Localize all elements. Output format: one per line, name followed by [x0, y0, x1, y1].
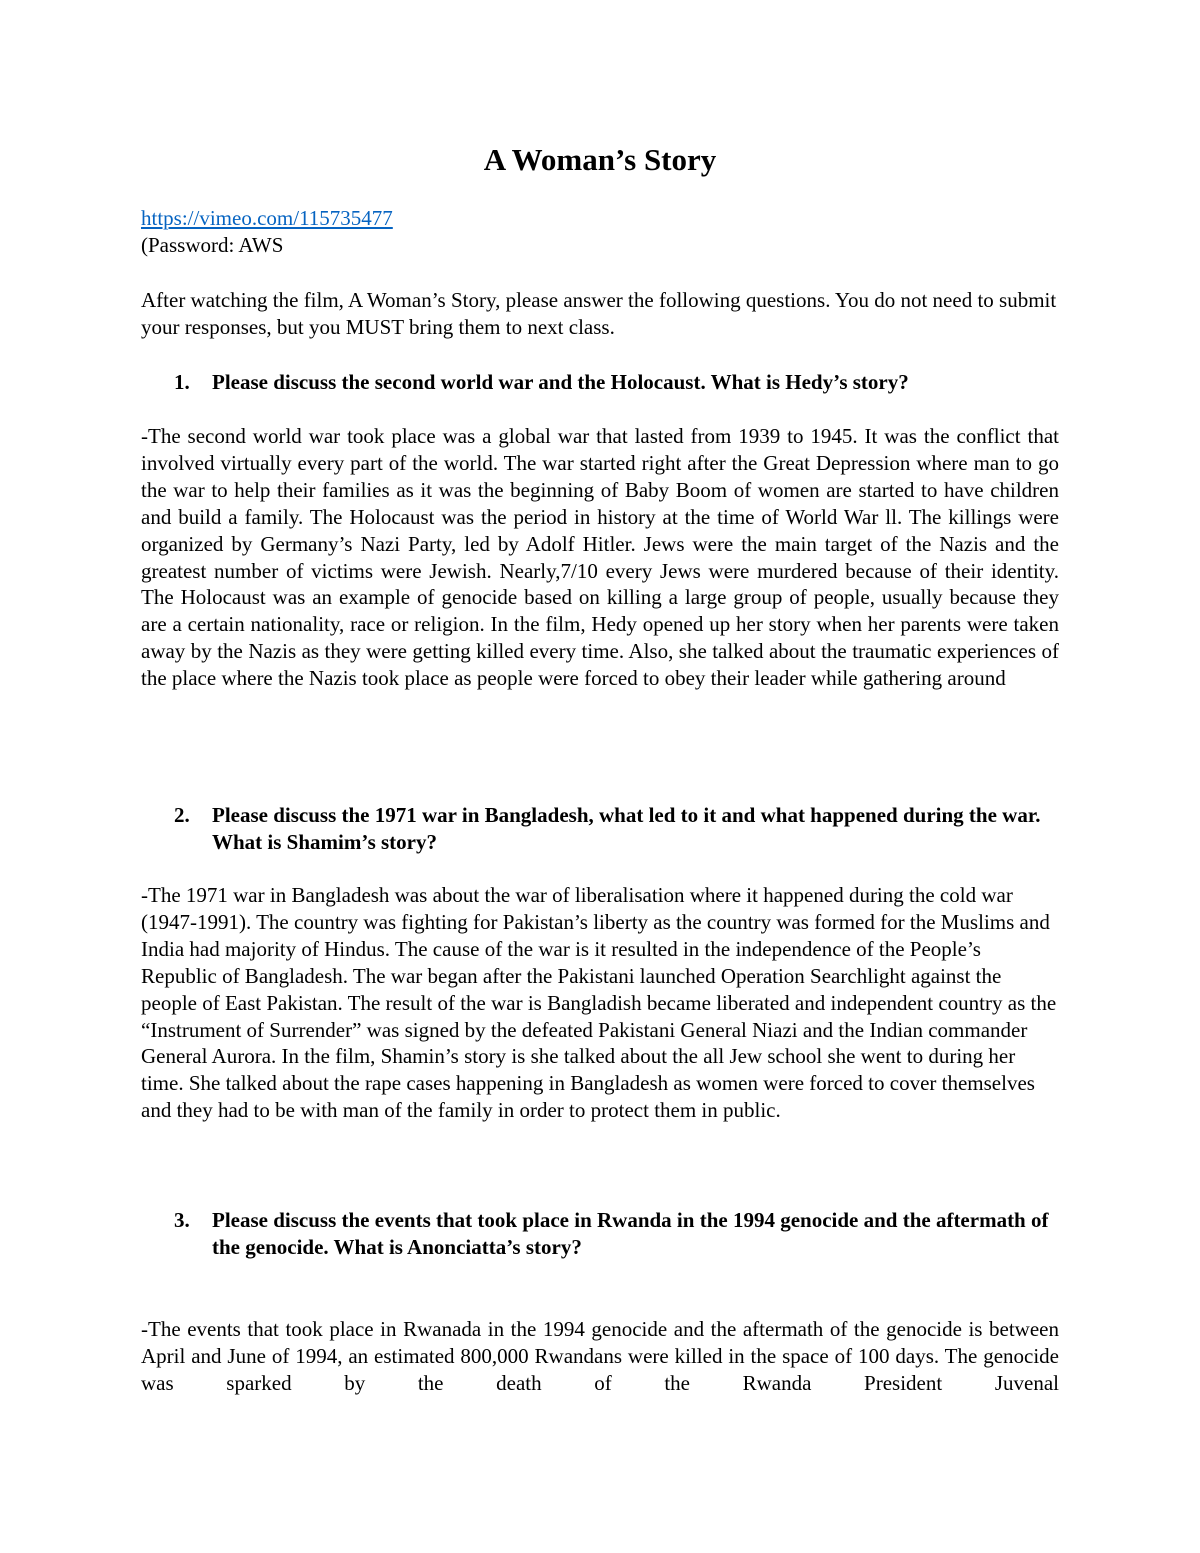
intro-paragraph: After watching the film, A Woman’s Story, please answer the following questions. You do not need to submit your responses, but you MUST bring them to next class. — [141, 288, 1057, 339]
question-2 — [141, 802, 1061, 856]
question-2-text: Please discuss the 1971 war in Bangladesh, what led to it and what happened during the war. What is Shamim’s story? — [212, 803, 1041, 854]
password-line: (Password: AWS — [141, 233, 284, 257]
question-1-text: Please discuss the second world war and the Holocaust. What is Hedy’s story? — [212, 370, 909, 394]
answer-3: -The events that took place in Rwanada in the 1994 genocide and the aftermath of the genocide is between April and June of 1994, an estimated 800,000 Rwandans were killed in the space of 100 days. The genocide was sparked by the death of the Rwanda President Juvenal — [141, 1317, 1059, 1395]
question-2-number: 2. — [174, 803, 190, 827]
question-1-number: 1. — [174, 370, 190, 394]
question-3 — [141, 1207, 1061, 1261]
answer-2: -The 1971 war in Bangladesh was about the war of liberalisation where it happened during the cold war (1947-1991). The country was fighting for Pakistan’s liberty as the country was formed for the Muslims and India had majority of Hindus. The cause of the war is it resulted in the independence of the People’s Republic of Bangladesh. The war began after the Pakistani launched Operation Searchlight against the people of East Pakistan. The result of the war is Bangladish became liberated and independent country as the “Instrument of Surrender” was signed by the defeated Pakistani General Niazi and the Indian commander General Aurora. In the film, Shamin’s story is she talked about the all Jew school she went to during her time. She talked about the rape cases happening in Bangladesh as women were forced to cover themselves and they had to be with man of the family in order to protect them in public. — [141, 883, 1057, 1123]
document-title: A Woman’s Story — [483, 142, 717, 177]
film-link[interactable]: https://vimeo.com/115735477 — [141, 206, 393, 230]
answer-1: -The second world war took place was a global war that lasted from 1939 to 1945. It was the conflict that involved virtually every part of the world. The war started right after the Great Depression where man to go the war to help their families as it was the beginning of Baby Boom of women are started to have children and build a family. The Holocaust was the period in history at the time of World War ll. The killings were organized by Germany’s Nazi Party, led by Adolf Hitler. Jews were the main target of the Nazis and the greatest number of victims were Jewish. Nearly,7/10 every Jews were murdered because of their identity. The Holocaust was an example of genocide based on killing a large group of people, usually because they are a certain nationality, race or religion. In the film, Hedy opened up her story when her parents were taken away by the Nazis as they were getting killed every time. Also, she talked about the traumatic experiences of the place where the Nazis took place as people were forced to obey their leader while gathering around — [141, 424, 1059, 691]
question-3-text: Please discuss the events that took place in Rwanda in the 1994 genocide and the aftermath of the genocide. What is Anonciatta’s story? — [212, 1208, 1049, 1259]
question-3-number: 3. — [174, 1208, 190, 1232]
question-1 — [141, 369, 1061, 396]
